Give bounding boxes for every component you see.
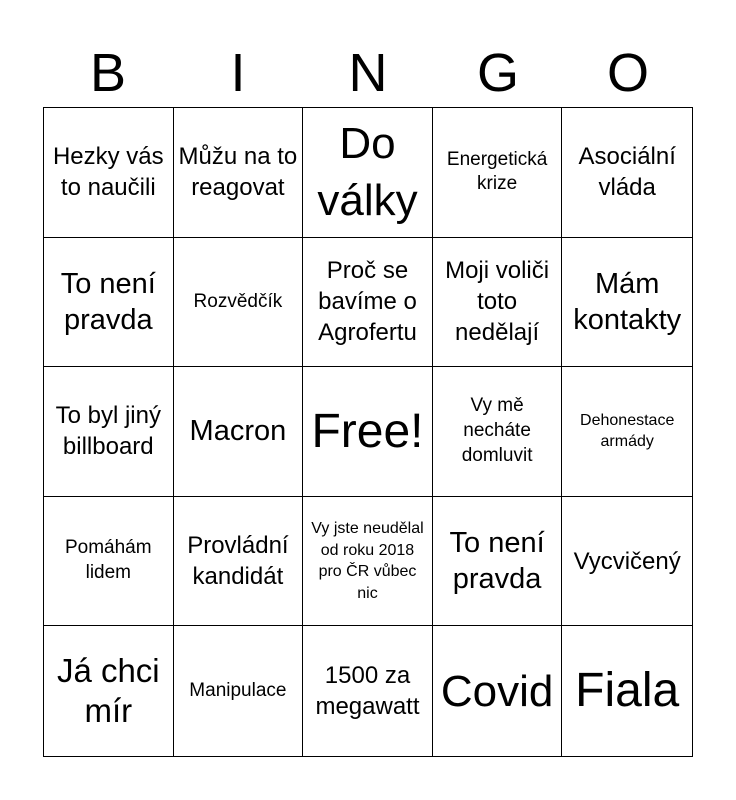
header-letter-g: G <box>476 43 519 103</box>
bingo-cell[interactable] <box>174 238 304 368</box>
bingo-cell-text: Energetická krize <box>446 148 548 195</box>
bingo-cell-text: To byl jiný billboard <box>55 402 161 461</box>
bingo-cell-text: 1500 za megawatt <box>315 662 420 721</box>
bingo-cell[interactable] <box>174 626 304 756</box>
bingo-cell-text: Rozvědčík <box>193 290 283 312</box>
bingo-cell[interactable] <box>562 238 692 368</box>
bingo-cell[interactable] <box>562 108 692 238</box>
bingo-cell-text: Macron <box>189 415 287 448</box>
header-letter-i: I <box>230 43 246 103</box>
header-letter-n: N <box>348 43 388 103</box>
bingo-cell-text: Manipulace <box>189 679 287 701</box>
bingo-cell-text: Dehonestace armády <box>580 411 675 451</box>
bingo-cell[interactable] <box>433 367 563 497</box>
bingo-cell[interactable] <box>303 497 433 627</box>
bingo-cell-text: Vycvičený <box>573 547 681 575</box>
bingo-cell[interactable] <box>562 497 692 627</box>
header-letter-o: O <box>606 43 649 103</box>
bingo-cell-text: Vy jste neudělal od roku 2018 pro ČR vůbec nic <box>311 519 424 602</box>
bingo-cell[interactable] <box>303 367 433 497</box>
bingo-cell-text: Mám kontakty <box>573 267 682 336</box>
bingo-cell[interactable] <box>433 497 563 627</box>
bingo-cell[interactable] <box>303 108 433 238</box>
bingo-cell-text: Vy mě necháte domluvit <box>461 395 533 466</box>
bingo-cell-text: Já chci mír <box>56 651 160 730</box>
bingo-cell-text: Hezky vás to naučili <box>52 143 164 202</box>
bingo-cell-text: Do války <box>317 119 418 226</box>
bingo-cell[interactable] <box>303 626 433 756</box>
bingo-cell-text: To není pravda <box>60 267 156 336</box>
bingo-cell-text: Fiala <box>575 664 680 718</box>
bingo-cell[interactable] <box>174 367 304 497</box>
bingo-cell-text: Asociální vláda <box>578 143 676 202</box>
bingo-cell-text: Můžu na to reagovat <box>178 143 298 202</box>
bingo-cell-text: Free! <box>311 404 424 458</box>
bingo-cell[interactable] <box>562 626 692 756</box>
header-letter-b: B <box>89 43 127 103</box>
bingo-cell[interactable] <box>44 497 174 627</box>
bingo-cell[interactable] <box>433 626 563 756</box>
bingo-grid <box>43 107 693 757</box>
bingo-cell[interactable] <box>44 626 174 756</box>
bingo-cell[interactable] <box>174 108 304 238</box>
bingo-cell[interactable] <box>44 367 174 497</box>
bingo-cell[interactable] <box>433 108 563 238</box>
bingo-cell-text: Covid <box>440 666 554 716</box>
bingo-cell[interactable] <box>44 238 174 368</box>
bingo-cell-text: Moji voliči toto nedělají <box>445 257 550 347</box>
bingo-header <box>43 38 693 108</box>
bingo-cell[interactable] <box>44 108 174 238</box>
bingo-cell[interactable] <box>174 497 304 627</box>
bingo-cell[interactable] <box>562 367 692 497</box>
bingo-cell-text: To není pravda <box>449 526 545 596</box>
bingo-cell[interactable] <box>433 238 563 368</box>
bingo-cell-text: Provládní kandidát <box>187 531 289 591</box>
bingo-cell-text: Pomáhám lidem <box>64 537 152 584</box>
bingo-cell[interactable] <box>303 238 433 368</box>
bingo-cell-text: Proč se bavíme o Agrofertu <box>318 257 417 347</box>
